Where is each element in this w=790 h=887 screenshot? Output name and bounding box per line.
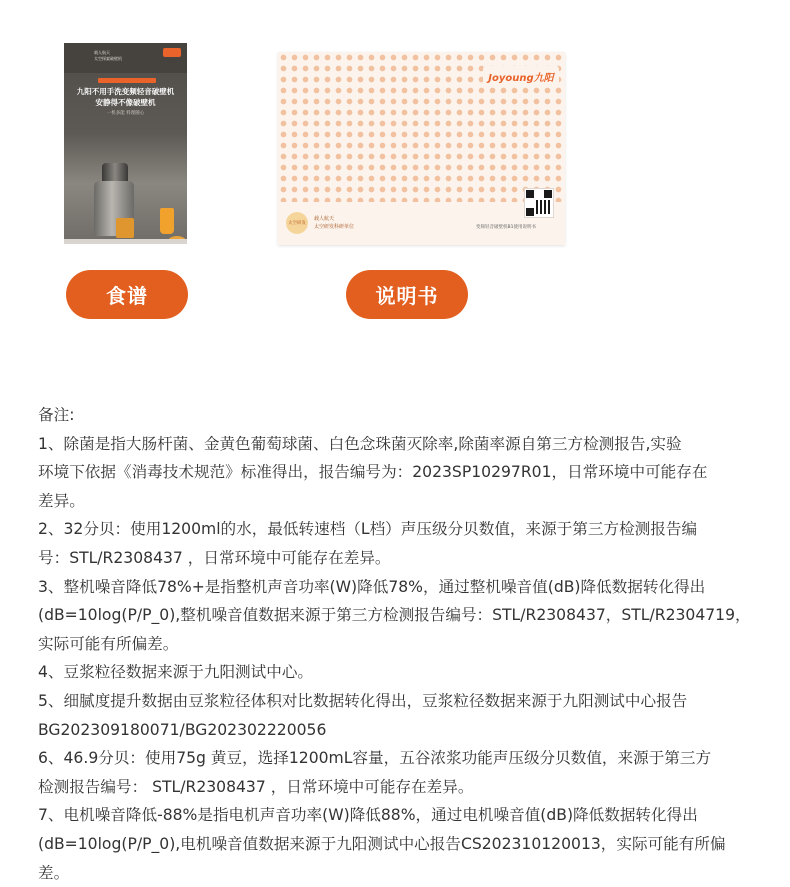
note-line: (dB=10log(P/P_0),整机噪音值数据来源于第三方检测报告编号：STL/R2308437，STL/R2304719， <box>38 601 763 630</box>
note-line: 差异。 <box>38 487 763 516</box>
notes-section <box>38 401 763 887</box>
manual-tagline: 载人航天 太空研发科研单位 <box>314 215 354 231</box>
manual-button[interactable]: 说明书 <box>346 270 468 319</box>
qr-code-icon <box>524 188 554 218</box>
note-line: 1、除菌是指大肠杆菌、金黄色葡萄球菌、白色念珠菌灭除率,除菌率源自第三方检测报告,实验 <box>38 430 763 459</box>
space-seal-icon: 太空研发 <box>286 212 308 234</box>
note-line: 差。 <box>38 859 763 887</box>
counter-graphic <box>64 239 187 244</box>
note-line: 5、细腻度提升数据由豆浆粒径体积对比数据转化得出，豆浆粒径数据来源于九阳测试中心报告 <box>38 687 763 716</box>
note-line: (dB=10log(P/P_0),电机噪音值数据来源于九阳测试中心报告CS202310120013，实际可能有所偏 <box>38 830 763 859</box>
note-line: 4、豆浆粒径数据来源于九阳测试中心。 <box>38 658 763 687</box>
note-line: 环境下依据《消毒技术规范》标准得出，报告编号为：2023SP10297R01，日常环境中可能存在 <box>38 458 763 487</box>
manual-title: 变频轻音破壁机B1使用说明书 <box>476 224 536 230</box>
note-line: 实际可能有所偏差。 <box>38 630 763 659</box>
recipe-booklet-image <box>64 43 187 244</box>
note-line: 号：STL/R2308437 ，日常环境中可能存在差异。 <box>38 544 763 573</box>
note-line: BG202309180071/BG202302220056 <box>38 716 763 745</box>
booklet-title: 九阳不用手洗变频轻音破壁机 安静得不像破壁机 <box>64 86 187 108</box>
notes-heading: 备注: <box>38 401 763 430</box>
booklet-kicker-bar <box>98 78 156 83</box>
booklet-top-text: 载人航天 太空探索破壁机 <box>94 50 122 62</box>
note-line: 3、整机噪音降低78%+是指整机声音功率(W)降低78%，通过整机噪音值(dB)降低数据转化得出 <box>38 573 763 602</box>
booklet-subtitle: 一机多能 料理随心 <box>64 110 187 116</box>
juice-glass-graphic <box>160 208 174 234</box>
note-line: 2、32分贝：使用1200ml的水，最低转速档（L档）声压级分贝数值，来源于第三方检测报告编 <box>38 515 763 544</box>
recipe-button[interactable]: 食谱 <box>66 270 188 319</box>
brand-logo-text: Joyoung九阳 <box>488 69 553 84</box>
note-line: 7、电机噪音降低-88%是指电机声音功率(W)降低88%，通过电机噪音值(dB)降低数据转化得出 <box>38 801 763 830</box>
manual-booklet-image <box>278 52 565 245</box>
joyoung-logo-icon <box>163 48 181 57</box>
note-line: 检测报告编号： STL/R2308437 ，日常环境中可能存在差异。 <box>38 773 763 802</box>
juice-cup-graphic <box>116 218 134 238</box>
brand-logo <box>483 66 559 86</box>
note-line: 6、46.9分贝：使用75g 黄豆，选择1200mL容量，五谷浓浆功能声压级分贝数值，来源于第三方 <box>38 744 763 773</box>
